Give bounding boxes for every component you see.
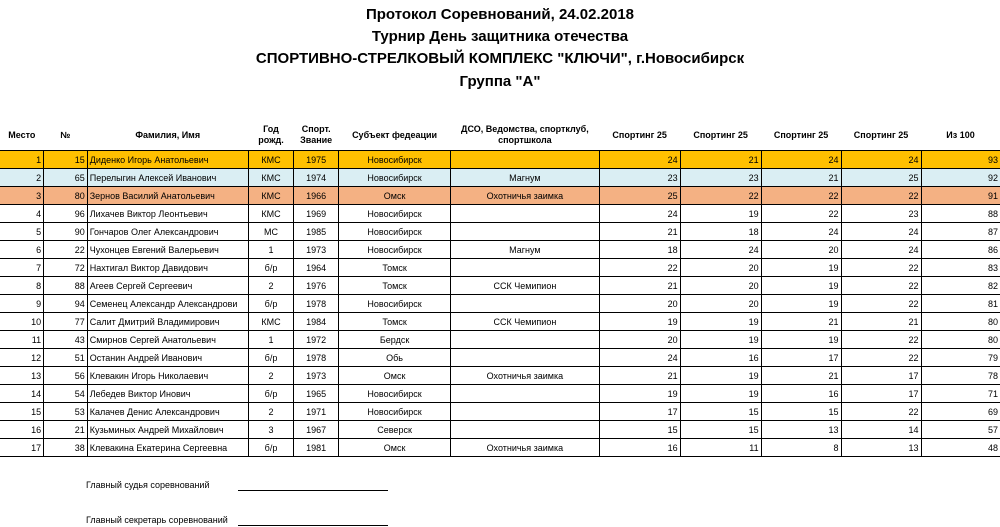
cell-round-2: 20: [680, 295, 761, 313]
cell-birth-year: 3: [248, 421, 294, 439]
cell-sport-rank: 1966: [294, 187, 339, 205]
table-row: [0, 205, 1000, 223]
cell-sport-rank: 1969: [294, 205, 339, 223]
cell-number: 56: [44, 367, 88, 385]
cell-round-4: 14: [841, 421, 921, 439]
cell-round-3: 16: [761, 385, 841, 403]
cell-round-1: 22: [599, 259, 680, 277]
cell-total: 80: [921, 331, 1000, 349]
table-row: [0, 277, 1000, 295]
cell-club: [451, 385, 599, 403]
cell-round-1: 21: [599, 223, 680, 241]
cell-region: Омск: [339, 187, 451, 205]
cell-number: 65: [44, 169, 88, 187]
cell-round-3: 21: [761, 169, 841, 187]
cell-total: 91: [921, 187, 1000, 205]
cell-total: 86: [921, 241, 1000, 259]
cell-total: 88: [921, 205, 1000, 223]
cell-round-4: 17: [841, 367, 921, 385]
cell-round-4: 17: [841, 385, 921, 403]
cell-region: Бердск: [339, 331, 451, 349]
cell-athlete-name: Останин Андрей Иванович: [87, 349, 248, 367]
cell-total: 82: [921, 277, 1000, 295]
col-header-place: Место: [0, 120, 44, 151]
cell-athlete-name: Семенец Александр Александрови: [87, 295, 248, 313]
cell-total: 93: [921, 151, 1000, 169]
cell-place: 4: [0, 205, 44, 223]
cell-number: 94: [44, 295, 88, 313]
cell-round-2: 18: [680, 223, 761, 241]
cell-athlete-name: Чухонцев Евгений Валерьевич: [87, 241, 248, 259]
cell-club: [451, 421, 599, 439]
cell-club: Магнум: [451, 169, 599, 187]
cell-birth-year: МС: [248, 223, 294, 241]
cell-birth-year: КМС: [248, 313, 294, 331]
cell-birth-year: 2: [248, 277, 294, 295]
cell-round-4: 23: [841, 205, 921, 223]
cell-round-1: 15: [599, 421, 680, 439]
cell-athlete-name: Зернов Василий Анатольевич: [87, 187, 248, 205]
cell-sport-rank: 1975: [294, 151, 339, 169]
cell-round-4: 25: [841, 169, 921, 187]
cell-athlete-name: Калачев Денис Александрович: [87, 403, 248, 421]
cell-region: Новосибирск: [339, 295, 451, 313]
cell-birth-year: б/р: [248, 385, 294, 403]
cell-round-3: 8: [761, 439, 841, 457]
col-header-round-2: Спортинг 25: [680, 120, 761, 151]
cell-total: 83: [921, 259, 1000, 277]
cell-round-1: 21: [599, 277, 680, 295]
cell-round-4: 24: [841, 241, 921, 259]
cell-total: 69: [921, 403, 1000, 421]
cell-birth-year: 2: [248, 367, 294, 385]
cell-sport-rank: 1965: [294, 385, 339, 403]
cell-sport-rank: 1973: [294, 367, 339, 385]
col-header-birth-year: Год рожд.: [248, 120, 294, 151]
chief-judge-label: Главный судья соревнований: [86, 480, 210, 490]
cell-birth-year: КМС: [248, 187, 294, 205]
cell-round-1: 25: [599, 187, 680, 205]
cell-sport-rank: 1967: [294, 421, 339, 439]
cell-sport-rank: 1978: [294, 349, 339, 367]
cell-athlete-name: Клевакина Екатерина Сергеевна: [87, 439, 248, 457]
col-header-number: №: [44, 120, 88, 151]
cell-round-1: 24: [599, 349, 680, 367]
cell-round-2: 19: [680, 331, 761, 349]
cell-round-1: 18: [599, 241, 680, 259]
cell-birth-year: б/р: [248, 439, 294, 457]
cell-club: [451, 259, 599, 277]
cell-round-2: 19: [680, 385, 761, 403]
cell-round-1: 19: [599, 385, 680, 403]
cell-number: 88: [44, 277, 88, 295]
cell-athlete-name: Кузьминых Андрей Михайлович: [87, 421, 248, 439]
table-row: [0, 421, 1000, 439]
cell-athlete-name: Перелыгин Алексей Иванович: [87, 169, 248, 187]
table-row: [0, 403, 1000, 421]
cell-sport-rank: 1984: [294, 313, 339, 331]
cell-total: 78: [921, 367, 1000, 385]
table-row: [0, 331, 1000, 349]
protocol-title: Протокол Соревнований, 24.02.2018: [365, 6, 635, 23]
table-row: [0, 169, 1000, 187]
cell-round-2: 15: [680, 421, 761, 439]
cell-region: Новосибирск: [339, 223, 451, 241]
cell-round-3: 15: [761, 403, 841, 421]
cell-round-3: 21: [761, 367, 841, 385]
col-header-sport-rank: Спорт. Звание: [294, 120, 339, 151]
cell-region: Новосибирск: [339, 385, 451, 403]
cell-birth-year: б/р: [248, 259, 294, 277]
cell-region: Новосибирск: [339, 241, 451, 259]
cell-club: [451, 205, 599, 223]
cell-athlete-name: Лихачев Виктор Леонтьевич: [87, 205, 248, 223]
chief-judge-signature: [86, 480, 209, 490]
cell-round-1: 24: [599, 205, 680, 223]
cell-club: ССК Чемипион: [451, 277, 599, 295]
cell-round-1: 17: [599, 403, 680, 421]
tournament-name: Турнир День защитника отечества: [371, 28, 629, 45]
cell-round-3: 19: [761, 331, 841, 349]
chief-judge-signature-line[interactable]: [238, 490, 388, 491]
cell-round-3: 21: [761, 313, 841, 331]
col-header-name: Фамилия, Имя: [87, 120, 248, 151]
cell-round-1: 21: [599, 367, 680, 385]
cell-round-4: 22: [841, 331, 921, 349]
cell-sport-rank: 1981: [294, 439, 339, 457]
cell-athlete-name: Диденко Игорь Анатольевич: [87, 151, 248, 169]
cell-birth-year: б/р: [248, 295, 294, 313]
cell-total: 80: [921, 313, 1000, 331]
cell-round-1: 16: [599, 439, 680, 457]
cell-place: 2: [0, 169, 44, 187]
cell-total: 71: [921, 385, 1000, 403]
cell-round-3: 24: [761, 151, 841, 169]
table-row: [0, 187, 1000, 205]
chief-secretary-label: Главный секретарь соревнований: [86, 515, 228, 525]
cell-number: 15: [44, 151, 88, 169]
cell-round-2: 22: [680, 187, 761, 205]
cell-round-2: 20: [680, 259, 761, 277]
cell-sport-rank: 1985: [294, 223, 339, 241]
cell-place: 16: [0, 421, 44, 439]
cell-sport-rank: 1973: [294, 241, 339, 259]
cell-region: Новосибирск: [339, 403, 451, 421]
cell-club: Охотничья заимка: [451, 187, 599, 205]
cell-number: 90: [44, 223, 88, 241]
cell-round-4: 22: [841, 277, 921, 295]
cell-place: 13: [0, 367, 44, 385]
col-header-round-1: Спортинг 25: [599, 120, 680, 151]
cell-round-2: 11: [680, 439, 761, 457]
cell-place: 11: [0, 331, 44, 349]
cell-athlete-name: Гончаров Олег Александрович: [87, 223, 248, 241]
cell-place: 8: [0, 277, 44, 295]
cell-club: Охотничья заимка: [451, 367, 599, 385]
cell-number: 22: [44, 241, 88, 259]
venue-name: СПОРТИВНО-СТРЕЛКОВЫЙ КОМПЛЕКС "КЛЮЧИ", г.Новосибирск: [255, 50, 745, 67]
cell-athlete-name: Смирнов Сергей Анатольевич: [87, 331, 248, 349]
col-header-region: Субъект федеации: [339, 120, 451, 151]
cell-place: 6: [0, 241, 44, 259]
cell-total: 57: [921, 421, 1000, 439]
cell-birth-year: 2: [248, 403, 294, 421]
cell-club: [451, 223, 599, 241]
table-row: [0, 151, 1000, 169]
table-row: [0, 349, 1000, 367]
cell-athlete-name: Лебедев Виктор Инович: [87, 385, 248, 403]
cell-athlete-name: Агеев Сергей Сергеевич: [87, 277, 248, 295]
cell-sport-rank: 1976: [294, 277, 339, 295]
cell-round-2: 19: [680, 205, 761, 223]
table-row: [0, 313, 1000, 331]
cell-number: 53: [44, 403, 88, 421]
cell-total: 87: [921, 223, 1000, 241]
cell-round-1: 20: [599, 331, 680, 349]
cell-number: 54: [44, 385, 88, 403]
cell-region: Томск: [339, 277, 451, 295]
cell-round-3: 19: [761, 295, 841, 313]
cell-round-1: 23: [599, 169, 680, 187]
cell-round-3: 13: [761, 421, 841, 439]
cell-round-4: 21: [841, 313, 921, 331]
cell-athlete-name: Нахтигал Виктор Давидович: [87, 259, 248, 277]
cell-club: [451, 331, 599, 349]
cell-round-3: 24: [761, 223, 841, 241]
cell-round-4: 13: [841, 439, 921, 457]
table-header-row: [0, 120, 1000, 151]
cell-place: 12: [0, 349, 44, 367]
cell-round-1: 24: [599, 151, 680, 169]
cell-round-2: 19: [680, 313, 761, 331]
cell-sport-rank: 1964: [294, 259, 339, 277]
cell-round-2: 23: [680, 169, 761, 187]
cell-region: Новосибирск: [339, 205, 451, 223]
cell-region: Томск: [339, 313, 451, 331]
cell-round-2: 20: [680, 277, 761, 295]
table-row: [0, 367, 1000, 385]
cell-round-1: 19: [599, 313, 680, 331]
cell-place: 17: [0, 439, 44, 457]
cell-round-2: 16: [680, 349, 761, 367]
cell-birth-year: КМС: [248, 205, 294, 223]
cell-number: 80: [44, 187, 88, 205]
cell-number: 51: [44, 349, 88, 367]
cell-club: ССК Чемипион: [451, 313, 599, 331]
cell-place: 14: [0, 385, 44, 403]
cell-total: 81: [921, 295, 1000, 313]
cell-birth-year: 1: [248, 331, 294, 349]
cell-number: 96: [44, 205, 88, 223]
cell-region: Северск: [339, 421, 451, 439]
table-row: [0, 259, 1000, 277]
cell-total: 92: [921, 169, 1000, 187]
cell-club: Магнум: [451, 241, 599, 259]
cell-athlete-name: Салит Дмитрий Владимирович: [87, 313, 248, 331]
cell-number: 77: [44, 313, 88, 331]
col-header-total: Из 100: [921, 120, 1000, 151]
cell-place: 9: [0, 295, 44, 313]
cell-birth-year: б/р: [248, 349, 294, 367]
cell-region: Омск: [339, 367, 451, 385]
cell-sport-rank: 1971: [294, 403, 339, 421]
table-row: [0, 439, 1000, 457]
cell-number: 21: [44, 421, 88, 439]
cell-birth-year: 1: [248, 241, 294, 259]
cell-region: Обь: [339, 349, 451, 367]
cell-club: [451, 151, 599, 169]
cell-region: Омск: [339, 439, 451, 457]
col-header-round-4: Спортинг 25: [841, 120, 921, 151]
cell-round-1: 20: [599, 295, 680, 313]
table-row: [0, 241, 1000, 259]
cell-place: 1: [0, 151, 44, 169]
cell-region: Томск: [339, 259, 451, 277]
cell-birth-year: КМС: [248, 169, 294, 187]
col-header-club: ДСО, Ведомства, спортклуб, спортшкола: [451, 120, 599, 151]
cell-place: 5: [0, 223, 44, 241]
cell-place: 10: [0, 313, 44, 331]
cell-round-2: 24: [680, 241, 761, 259]
col-header-round-3: Спортинг 25: [761, 120, 841, 151]
cell-number: 38: [44, 439, 88, 457]
cell-round-4: 24: [841, 151, 921, 169]
cell-total: 48: [921, 439, 1000, 457]
cell-birth-year: КМС: [248, 151, 294, 169]
cell-round-2: 19: [680, 367, 761, 385]
cell-round-4: 24: [841, 223, 921, 241]
cell-round-3: 19: [761, 259, 841, 277]
cell-round-3: 22: [761, 205, 841, 223]
cell-sport-rank: 1978: [294, 295, 339, 313]
cell-place: 3: [0, 187, 44, 205]
cell-sport-rank: 1974: [294, 169, 339, 187]
cell-club: [451, 295, 599, 313]
cell-total: 79: [921, 349, 1000, 367]
cell-number: 43: [44, 331, 88, 349]
chief-secretary-signature: [86, 515, 228, 525]
cell-place: 15: [0, 403, 44, 421]
cell-club: [451, 349, 599, 367]
cell-round-2: 21: [680, 151, 761, 169]
cell-club: [451, 403, 599, 421]
cell-round-4: 22: [841, 349, 921, 367]
cell-round-3: 22: [761, 187, 841, 205]
cell-round-3: 19: [761, 277, 841, 295]
table-row: [0, 385, 1000, 403]
table-row: [0, 223, 1000, 241]
cell-round-3: 20: [761, 241, 841, 259]
cell-sport-rank: 1972: [294, 331, 339, 349]
table-row: [0, 295, 1000, 313]
cell-region: Новосибирск: [339, 151, 451, 169]
cell-club: Охотничья заимка: [451, 439, 599, 457]
group-name: Группа "А": [459, 73, 541, 90]
cell-round-4: 22: [841, 187, 921, 205]
results-table: [0, 120, 1000, 457]
cell-round-4: 22: [841, 295, 921, 313]
cell-round-3: 17: [761, 349, 841, 367]
chief-secretary-signature-line[interactable]: [238, 525, 388, 526]
cell-round-2: 15: [680, 403, 761, 421]
cell-round-4: 22: [841, 403, 921, 421]
cell-round-4: 22: [841, 259, 921, 277]
cell-place: 7: [0, 259, 44, 277]
cell-number: 72: [44, 259, 88, 277]
cell-athlete-name: Клевакин Игорь Николаевич: [87, 367, 248, 385]
cell-region: Новосибирск: [339, 169, 451, 187]
